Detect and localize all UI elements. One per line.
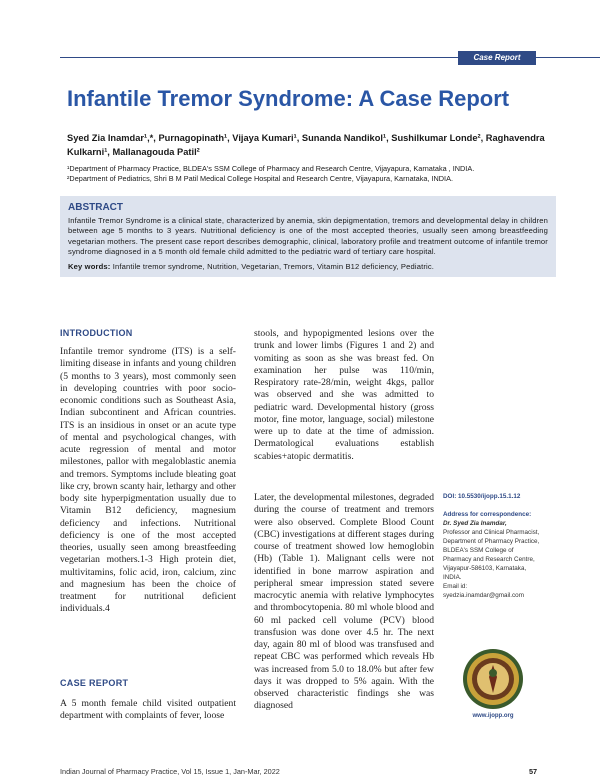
intro-paragraph: Infantile tremor syndrome (ITS) is a self-limiting disease in infants and young children (5 months to 3 years), most commonly seen in developing countries with poor socio-economic conditions such as Southeast Asia, Indian subcontinent and African countries. ITS is an insidious in onset or an acute type of mental and psychological changes, with acute regression of mental and motor milestones, pallor with megaloblastic anemia and tremors. Symptoms include bleating goat like cry, brown scanty hair, lethargy and other body site hyperpigmentation usually due to Vitamin B12 deficiency, magnesium deficiency and infections. Nutritional deficiency is one of the most accepted theories, usually seen among breastfeeding vegetarian mothers.1-3 High protein diet, multivitamins, folic acid, iron, calcium, zinc and magnesium has been the choice of treatment for nutritional deficient individuals.4 [60,346,236,615]
case-paragraph-continued: stools, and hypopigmented lesions over the trunk and lower limbs (Figures 1 and 2) and vomiting as soon as she was breast fed. On examination her pulse was 110/min, Respiratory rate-28/min, weight 4kgs, pallor was observed and she was admitted to pediatric ward. Developmental history (gross motor, fine motor, language, social) milestone were up to date at the time of admission. Dermatological evaluations establish scabies+atopic dermatitis. [254,328,434,462]
affiliations [67,164,547,184]
case-report-heading: CASE REPORT [60,678,129,688]
doi-link[interactable]: DOI: 10.5530/ijopp.15.1.12 [443,493,521,500]
footer-citation: Indian Journal of Pharmacy Practice, Vol 15, Issue 1, Jan-Mar, 2022 [60,767,280,776]
correspondence-address: Professor and Clinical Pharmacist, Department of Pharmacy Practice, BLDEA's SSM College of Pharmacy and Research Centre, Vijayapur-586103, Karnataka, INDIA. [443,529,540,581]
address-label: Address for correspondence: [443,511,532,518]
case-paragraph: A 5 month female child visited outpatient department with complaints of fever, loose [60,698,236,722]
abstract-heading: ABSTRACT [68,202,123,213]
keywords-label: Key words: [68,261,111,271]
intro-heading: INTRODUCTION [60,328,133,338]
article-type-tag: Case Report [458,51,536,65]
intro-column [60,346,236,616]
corresponding-author: Dr. Syed Zia Inamdar, [443,520,507,527]
journal-url[interactable]: www.ijopp.org [472,713,514,719]
affiliation-1: ¹Department of Pharmacy Practice, BLDEA's SSM College of Pharmacy and Research Centre, Vijayapura, Karnataka , INDIA. [67,164,475,173]
page-number: 57 [529,767,538,776]
second-column-bottom [254,492,434,713]
page-title: Infantile Tremor Syndrome: A Case Report [67,86,510,111]
correspondence-sidebar [443,492,543,600]
abstract-body: Infantile Tremor Syndrome is a clinical state, characterized by anemia, skin depigmentation, tremors and developmental delay in children between age 5 months to 3 years. Nutritional deficiency is one of the most accepted theories, usually seen among breastfeeding vegetarian mothers. The present case report describes demographic, clinical, laboratory profile and treatment outcome of infantile tremor syndrome diagnosed in a 5 month old female child admitted to the pediatric ward of tertiary care hospital. [68,216,548,257]
case-paragraph-2: Later, the developmental milestones, degraded during the course of treatment and tremors were also observed. Complete Blood Count (CBC) investigations at different stages during course of treatment showed low hemoglobin (Hb) (Table 1). Malignant cells were not identified in bone marrow aspiration and peripheral smear impression stated severe macrocytic anemia with relative lymphocytes and thrombocytopenia. 80 ml whole blood and 60 ml packed cell volume (PCV) blood transfusion was done over 4.5 hr. The next day, again 80 ml of blood was transfused and repeat CBC was performed which reveals Hb was increased from 5.0 to 18.0% but after few days it was dropped to 5% again. With the observed characteristic findings she was diagnosed [254,492,434,712]
second-column-top [254,328,434,463]
journal-logo-icon [461,647,525,711]
keywords-text: Infantile tremor syndrome, Nutrition, Vegetarian, Tremors, Vitamin B12 deficiency, Pediatric. [112,261,435,271]
affiliation-2: ²Department of Pediatrics, Shri B M Patil Medical College Hospital and Research Centre, Vijayapura, Karnataka, INDIA. [67,174,453,183]
keywords [68,262,548,272]
abstract-box [60,196,556,277]
correspondence-email[interactable]: Email id: syedzia.inamdar@gmail.com [443,583,524,599]
author-list: Syed Zia Inamdar¹,*, Purnagopinath¹, Vijaya Kumari¹, Sunanda Nandikol¹, Sushilkumar Londe², Raghavendra Kulkarni¹, Mallanagouda Patil² [67,133,545,157]
case-column [60,698,236,723]
